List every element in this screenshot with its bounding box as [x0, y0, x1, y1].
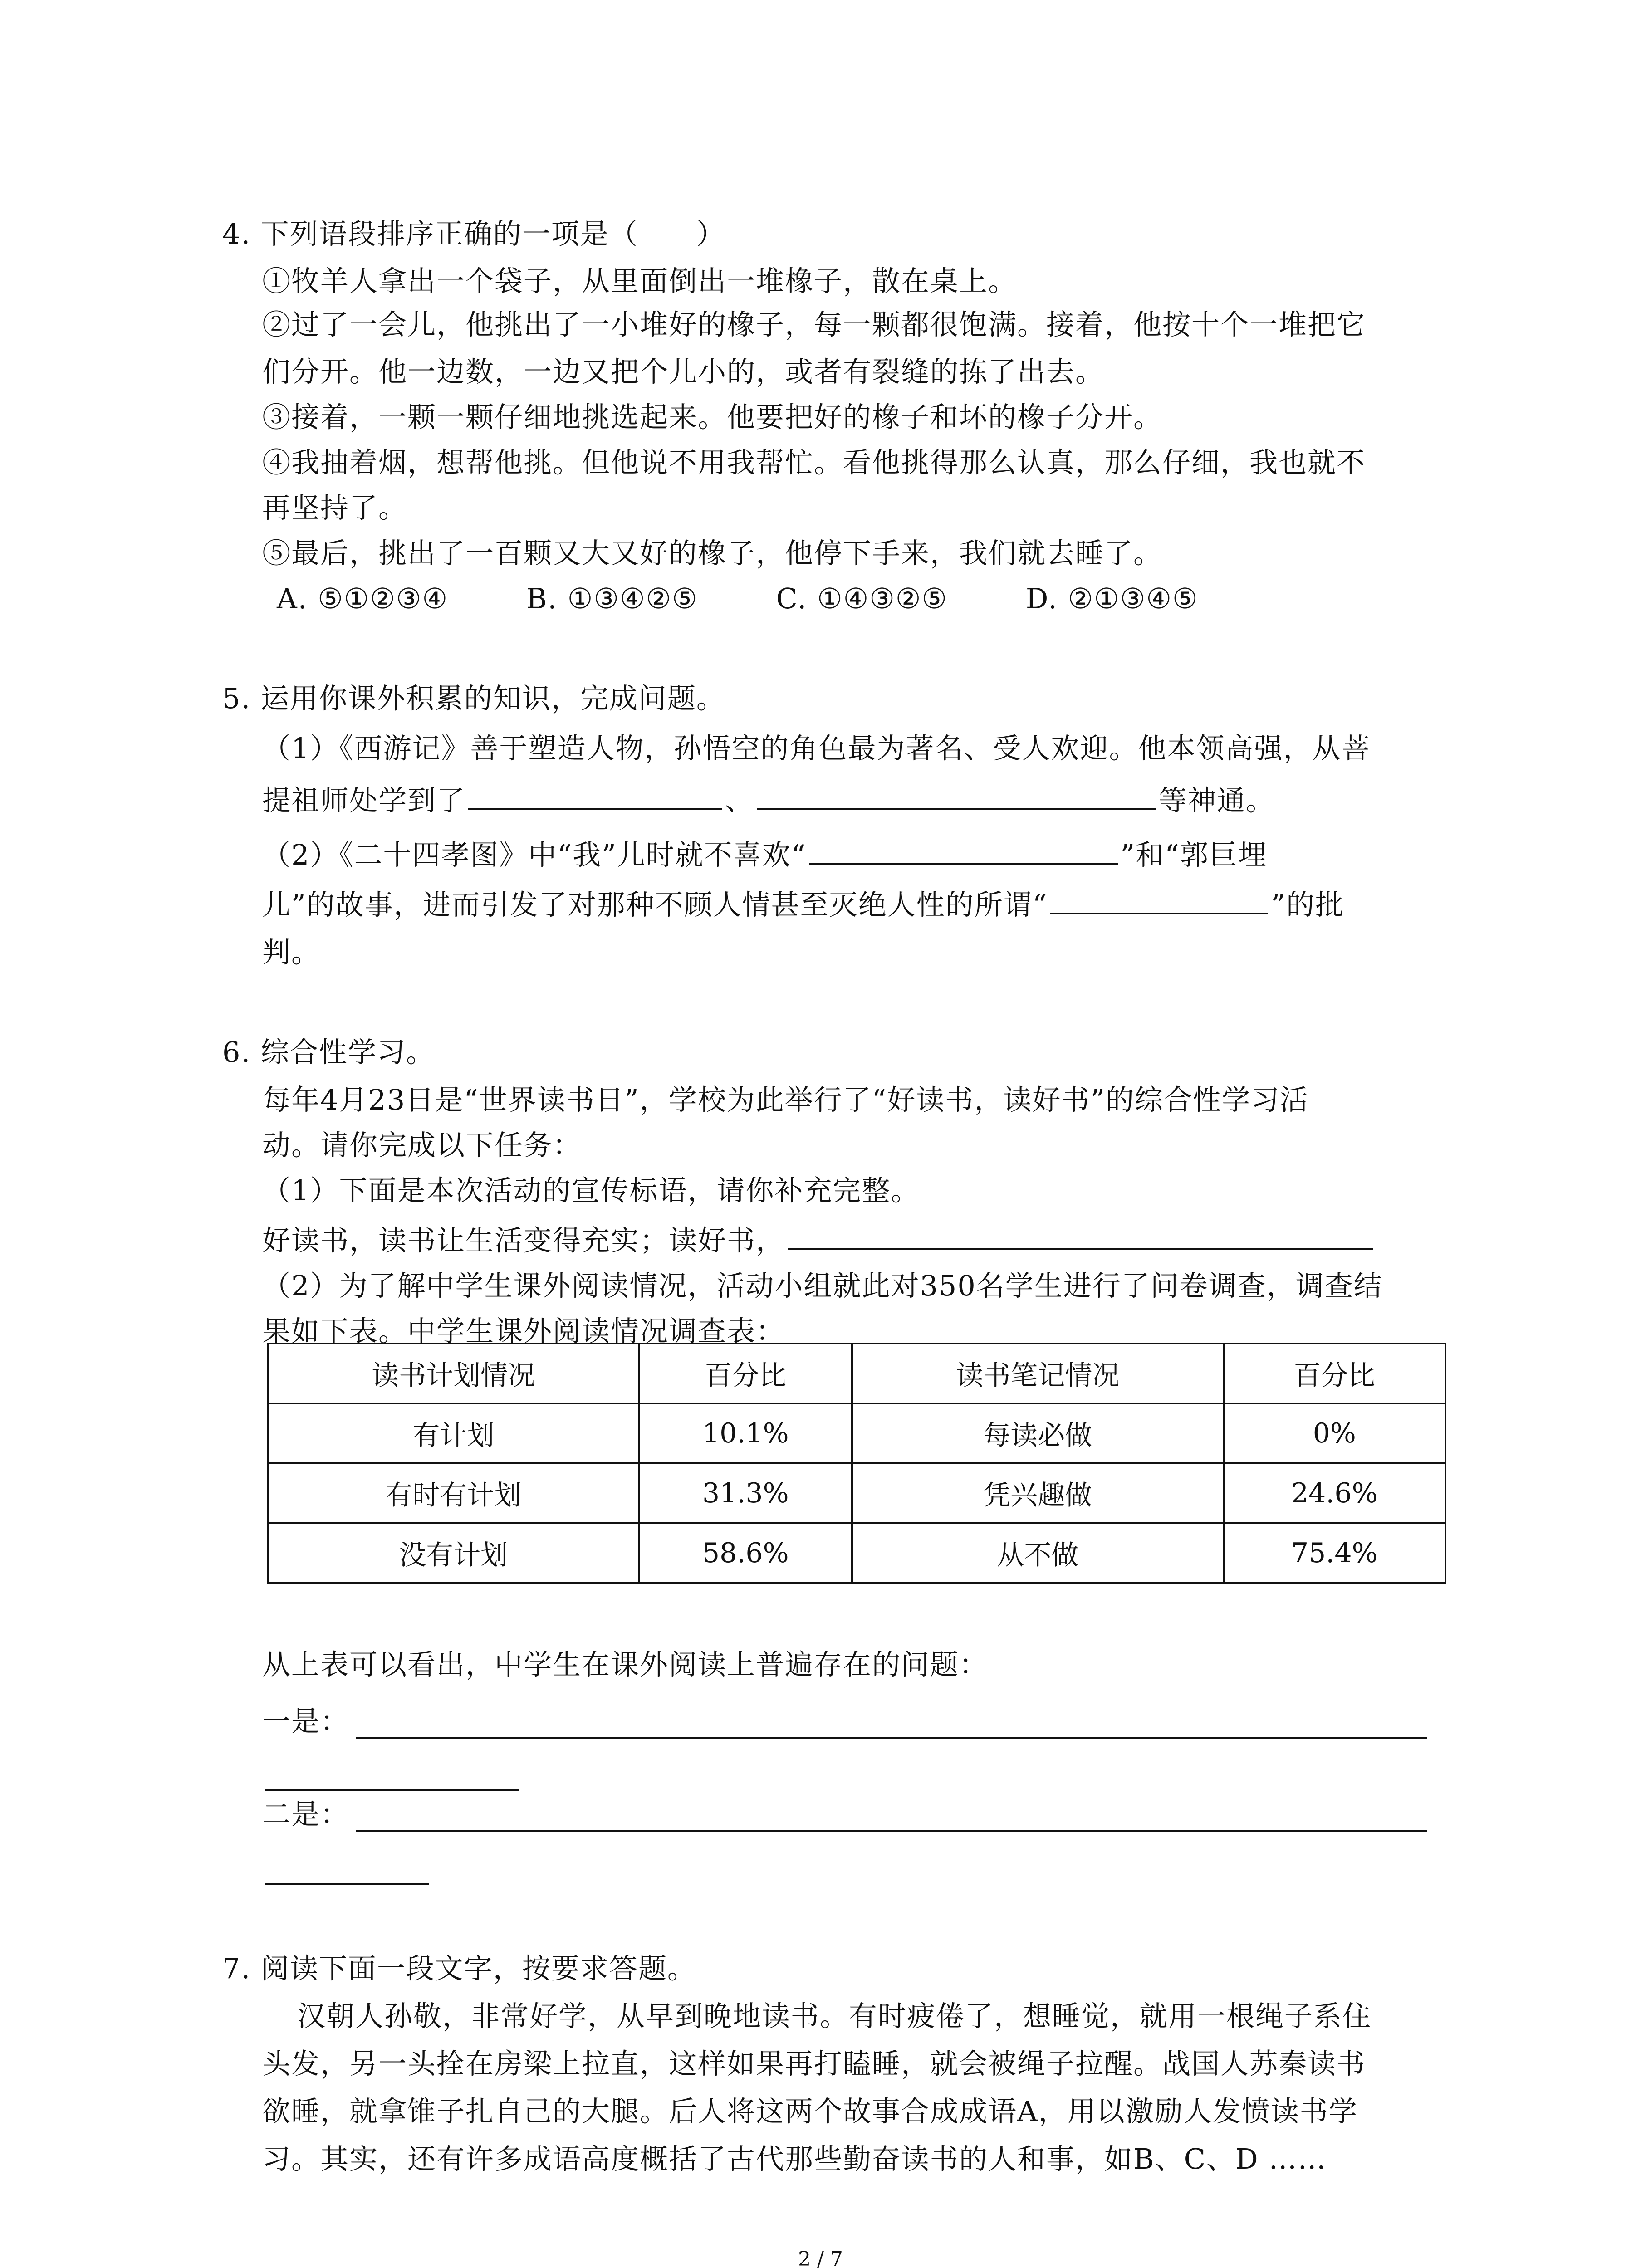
q5-blank-1[interactable] [468, 780, 722, 810]
table-cell: 0% [1224, 1403, 1445, 1463]
q5-sub2-line1 [262, 835, 1267, 873]
q4-option-d[interactable]: D. ②①③④⑤ [1025, 582, 1199, 615]
q4-paragraph-5: ⑤最后，挑出了一百颗又大又好的橡子，他停下手来，我们就去睡了。 [262, 537, 1163, 570]
q4-paragraph-2a: ②过了一会儿，他挑出了一小堆好的橡子，每一颗都很饱满。接着，他按十个一堆把它 [262, 308, 1366, 341]
table-cell: 24.6% [1224, 1463, 1445, 1523]
q4-option-c[interactable]: C. ①④③②⑤ [776, 582, 948, 615]
q4-paragraph-4a: ④我抽着烟，想帮他挑。但他说不用我帮忙。看他挑得那么认真，那么仔细，我也就不 [262, 446, 1366, 479]
q6-second-answer-line[interactable] [356, 1830, 1427, 1832]
q6-task1: （1）下面是本次活动的宣传标语，请你补充完整。 [262, 1174, 920, 1207]
q6-second-label: 二是： [262, 1798, 350, 1831]
q7-text-line2: 头发，另一头拴在房梁上拉直，这样如果再打瞌睡，就会被绳子拉醒。战国人苏秦读书 [262, 2047, 1366, 2080]
table-cell: 31.3% [639, 1463, 852, 1523]
q5-sub2-text: （2）《二十四孝图》中“我”儿时就不喜欢“ [262, 838, 807, 871]
table-header-cell: 读书笔记情况 [852, 1344, 1224, 1403]
q5-sub2-suffix: ”和“郭巨埋 [1120, 838, 1267, 871]
q7-text-line4: 习。其实，还有许多成语高度概括了古代那些勤奋读书的人和事，如B、C、D …… [262, 2142, 1327, 2175]
q5-sub2-line3: 判。 [262, 936, 321, 969]
table-row [268, 1523, 1445, 1583]
q4-paragraph-4b: 再坚持了。 [262, 491, 408, 524]
q6-task2-line2: 果如下表。中学生课外阅读情况调查表： [262, 1315, 785, 1348]
q5-sub2-suffix-b: ”的批 [1271, 888, 1345, 921]
page-number: 2 / 7 [798, 2248, 843, 2268]
q5-sub2-line2 [262, 885, 1344, 923]
table-header-cell: 读书计划情况 [268, 1344, 639, 1403]
table-cell: 每读必做 [852, 1403, 1224, 1463]
table-cell: 从不做 [852, 1523, 1224, 1583]
table-cell: 有时有计划 [268, 1463, 639, 1523]
q6-slogan-text: 好读书，读书让生活变得充实；读好书， [262, 1224, 785, 1257]
q4-option-a[interactable]: A. ⑤①②③④ [277, 582, 449, 615]
survey-table [267, 1343, 1446, 1584]
q6-intro-line1: 每年4月23日是“世界读书日”，学校为此举行了“好读书，读好书”的综合性学习活 [262, 1083, 1309, 1116]
q5-blank-4[interactable] [1050, 885, 1268, 914]
q7-text-line3: 欲睡，就拿锥子扎自己的大腿。后人将这两个故事合成成语A，用以激励人发愤读书学 [262, 2095, 1358, 2128]
q5-blank-2[interactable] [757, 780, 1156, 810]
q6-intro-line2: 动。请你完成以下任务： [262, 1129, 582, 1162]
q6-stem: 6. 综合性学习。 [222, 1036, 435, 1069]
table-row [268, 1463, 1445, 1523]
q5-sub1-line1: （1）《西游记》善于塑造人物，孙悟空的角色最为著名、受人欢迎。他本领高强，从菩 [262, 732, 1371, 765]
q5-stem: 5. 运用你课外积累的知识，完成问题。 [222, 682, 725, 715]
table-header-cell: 百分比 [1224, 1344, 1445, 1403]
q6-first-label: 一是： [262, 1705, 350, 1738]
table-cell: 有计划 [268, 1403, 639, 1463]
q4-stem: 4. 下列语段排序正确的一项是（ ） [222, 217, 725, 250]
table-cell: 凭兴趣做 [852, 1463, 1224, 1523]
table-cell: 75.4% [1224, 1523, 1445, 1583]
q6-task1-slogan [262, 1220, 1376, 1259]
q5-blank-3[interactable] [809, 835, 1118, 865]
q6-task2-line1: （2）为了解中学生课外阅读情况，活动小组就此对350名学生进行了问卷调查，调查结 [262, 1269, 1383, 1302]
q5-sub1-separator: 、 [725, 784, 754, 817]
q4-paragraph-2b: 们分开。他一边数，一边又把个儿小的，或者有裂缝的拣了出去。 [262, 355, 1105, 388]
q5-sub1-line2 [262, 780, 1275, 819]
q6-slogan-blank[interactable] [788, 1220, 1373, 1250]
q6-first-answer-line[interactable] [356, 1737, 1427, 1739]
q6-conclusion: 从上表可以看出，中学生在课外阅读上普遍存在的问题： [262, 1648, 989, 1681]
q5-sub1-suffix: 等神通。 [1159, 784, 1275, 817]
q4-option-b[interactable]: B. ①③④②⑤ [526, 582, 698, 615]
table-header-cell: 百分比 [639, 1344, 852, 1403]
table-cell: 58.6% [639, 1523, 852, 1583]
q7-text-line1: 汉朝人孙敬，非常好学，从早到晚地读书。有时疲倦了，想睡觉，就用一根绳子系住 [297, 1999, 1372, 2033]
table-cell: 10.1% [639, 1403, 852, 1463]
q5-sub1-text: 提祖师处学到了 [262, 784, 466, 817]
q4-paragraph-1: ①牧羊人拿出一个袋子，从里面倒出一堆橡子，散在桌上。 [262, 264, 1018, 298]
q4-options [277, 581, 1267, 617]
table-cell: 没有计划 [268, 1523, 639, 1583]
q6-first-answer-line-cont[interactable] [265, 1789, 519, 1791]
q4-paragraph-3: ③接着，一颗一颗仔细地挑选起来。他要把好的橡子和坏的橡子分开。 [262, 401, 1163, 434]
q5-sub2-text-b: 儿”的故事，进而引发了对那种不顾人情甚至灭绝人性的所谓“ [262, 888, 1048, 921]
table-header-row [268, 1344, 1445, 1403]
q6-second-answer-line-cont[interactable] [265, 1883, 429, 1885]
q7-stem: 7. 阅读下面一段文字，按要求答题。 [222, 1952, 696, 1985]
table-row [268, 1403, 1445, 1463]
